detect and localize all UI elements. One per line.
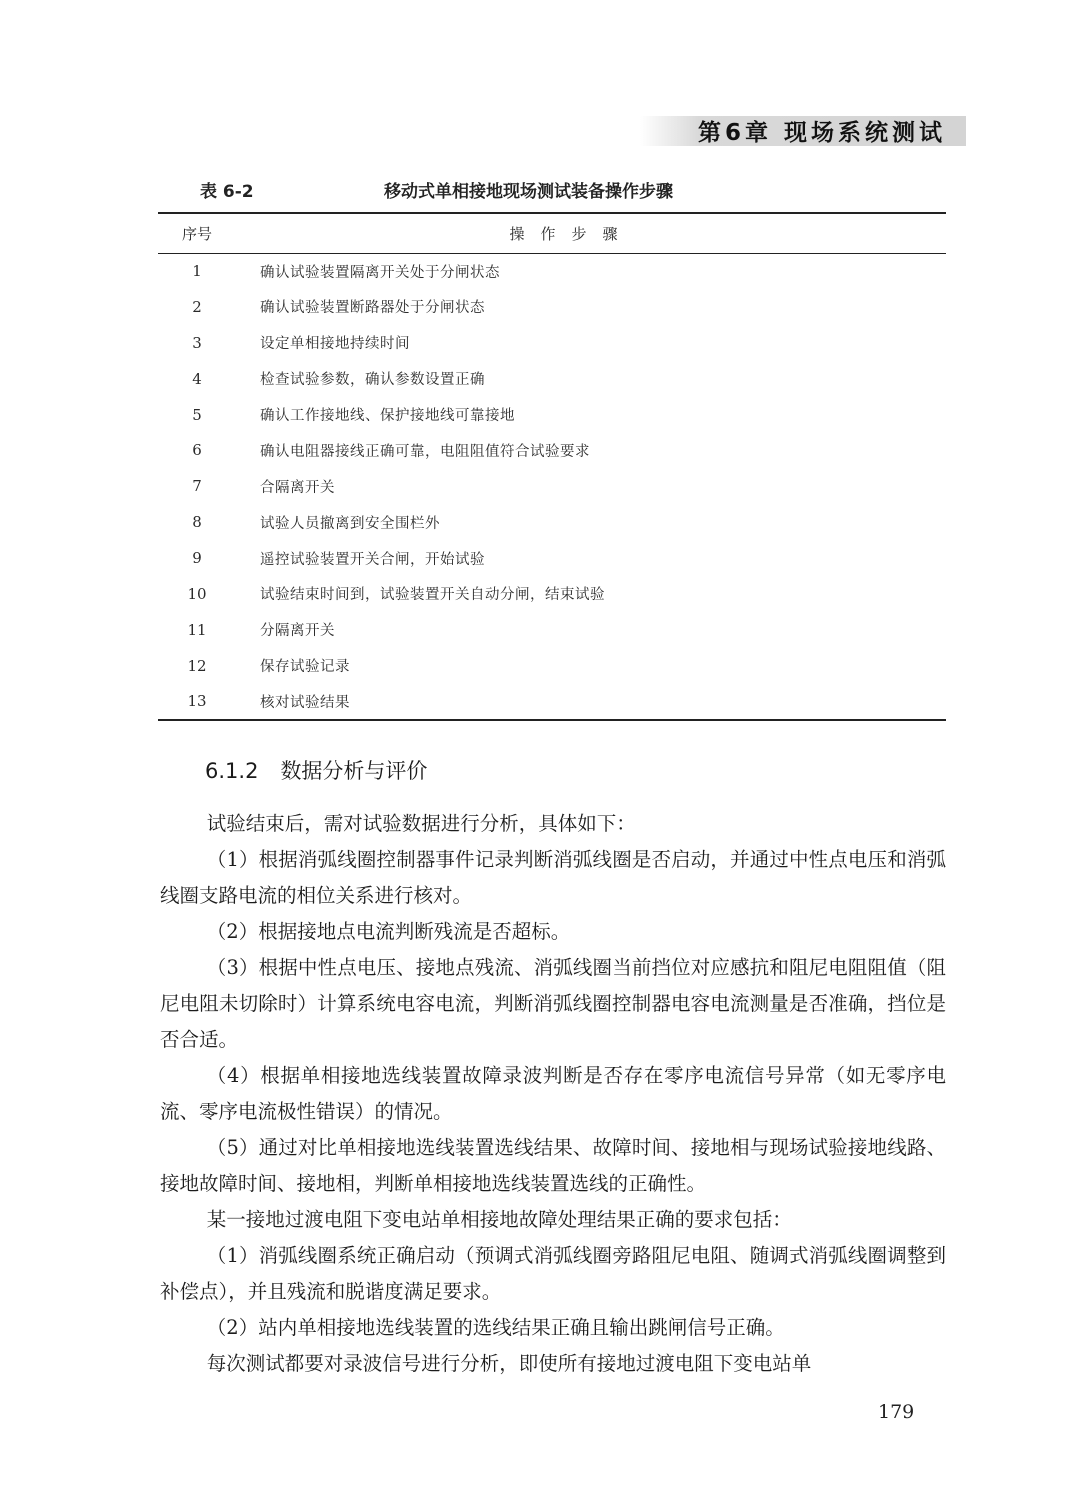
table-row [158, 289, 946, 325]
column-header-no: 序号 [181, 224, 212, 243]
table-row [158, 684, 946, 720]
row-step: 试验结束时间到，试验装置开关自动分闸，结束试验 [260, 587, 605, 604]
row-step: 保存试验记录 [260, 659, 350, 676]
table-body [158, 253, 946, 720]
table-row [158, 253, 946, 289]
paragraph: （3）根据中性点电压、接地点残流、消弧线圈当前挡位对应感抗和阻尼电阻阻值（阻尼电阻未切除时）计算系统电容电流，判断消弧线圈控制器电容电流测量是否准确，挡位是否合适。 [160, 956, 946, 1051]
table-row [158, 397, 946, 433]
paragraph: （2）站内单相接地选线装置的选线结果正确且输出跳闸信号正确。 [206, 1316, 785, 1339]
row-number: 8 [192, 513, 202, 532]
row-number: 1 [192, 262, 202, 281]
paragraph: 每次测试都要对录波信号进行分析，即使所有接地过渡电阻下变电站单 [206, 1352, 812, 1375]
table-row [158, 540, 946, 576]
table-header-row [158, 213, 946, 253]
table-row [158, 576, 946, 612]
paragraph: （4）根据单相接地选线装置故障录波判断是否存在零序电流信号异常（如无零序电流、零序电流极性错误）的情况。 [160, 1064, 946, 1123]
row-step: 设定单相接地持续时间 [260, 336, 410, 353]
row-step: 遥控试验装置开关合闸，开始试验 [260, 551, 485, 568]
paragraph: （1）消弧线圈系统正确启动（预调式消弧线圈旁路阻尼电阻、随调式消弧线圈调整到补偿点），并且残流和脱谐度满足要求。 [160, 1244, 946, 1303]
row-number: 11 [187, 620, 207, 639]
row-step: 确认电阻器接线正确可靠，电阻阻值符合试验要求 [260, 443, 590, 460]
body-text [160, 806, 946, 1382]
row-number: 9 [192, 549, 202, 568]
row-number: 4 [192, 369, 202, 388]
table-label: 表 6-2 [200, 182, 254, 202]
row-step: 确认试验装置断路器处于分闸状态 [260, 300, 485, 317]
row-step: 确认工作接地线、保护接地线可靠接地 [260, 408, 515, 424]
table-row [158, 325, 946, 361]
table-row [158, 648, 946, 684]
section-title: 数据分析与评价 [280, 759, 428, 783]
chapter-title: 第6章 现场系统测试 [697, 120, 946, 146]
row-number: 12 [187, 656, 207, 675]
row-number: 7 [192, 477, 202, 496]
paragraph: 试验结束后，需对试验数据进行分析，具体如下： [206, 812, 636, 835]
section-number: 6.1.2 [205, 759, 259, 783]
table-row [158, 468, 946, 504]
table-caption: 移动式单相接地现场测试装备操作步骤 [384, 182, 673, 202]
column-header-step: 操作步骤 [509, 224, 634, 243]
row-number: 5 [192, 405, 202, 424]
row-step: 分隔离开关 [260, 623, 335, 640]
row-number: 2 [192, 297, 202, 316]
paragraph: （5）通过对比单相接地选线装置选线结果、故障时间、接地相与现场试验接地线路、接地故障时间、接地相，判断单相接地选线装置选线的正确性。 [160, 1136, 946, 1195]
row-step: 合隔离开关 [260, 479, 335, 496]
row-step: 检查试验参数，确认参数设置正确 [260, 372, 485, 389]
row-step: 核对试验结果 [260, 694, 350, 711]
row-number: 6 [192, 441, 202, 460]
table-row [158, 504, 946, 540]
paragraph: （1）根据消弧线圈控制器事件记录判断消弧线圈是否启动，并通过中性点电压和消弧线圈支路电流的相位关系进行核对。 [160, 848, 946, 907]
paragraph: 某一接地过渡电阻下变电站单相接地故障处理结果正确的要求包括： [206, 1208, 792, 1231]
row-step: 试验人员撤离到安全围栏外 [260, 515, 440, 532]
row-step: 确认试验装置隔离开关处于分闸状态 [260, 264, 500, 281]
paragraph: （2）根据接地点电流判断残流是否超标。 [206, 920, 571, 943]
row-number: 13 [187, 692, 207, 711]
table-row [158, 361, 946, 397]
table-row [158, 432, 946, 468]
operation-steps-table [158, 212, 946, 721]
page-number: 179 [878, 1401, 915, 1423]
row-number: 10 [187, 584, 207, 603]
row-number: 3 [192, 333, 202, 352]
table-row [158, 612, 946, 648]
section-heading [205, 755, 427, 785]
